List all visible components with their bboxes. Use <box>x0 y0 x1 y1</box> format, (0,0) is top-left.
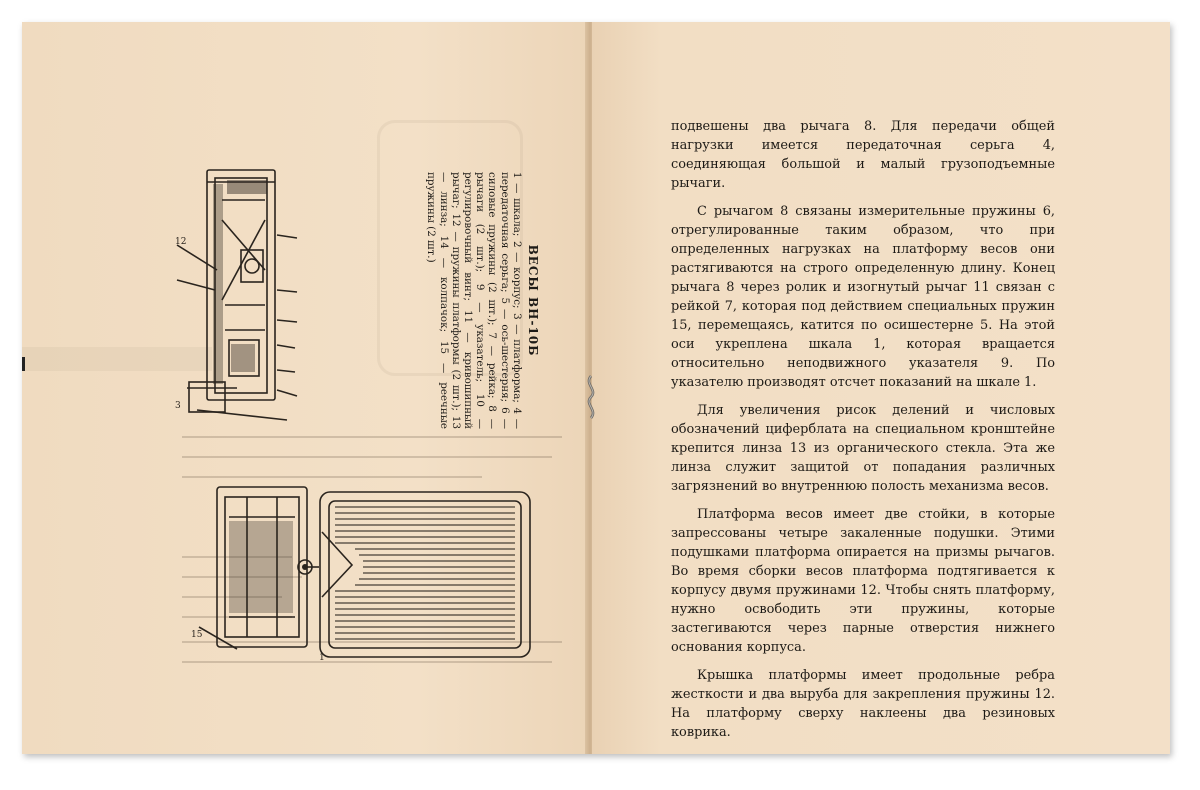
caption-title: ВЕСЫ ВН-10Б <box>526 244 540 357</box>
paragraph: С рычагом 8 связаны измерительные пружины 6, отрегулированные таким образом, что при определенных нагрузках на платформу весов они растягиваются на строго определенную длину. Конец рычага 8 через ролик и изогнутый рычаг 11 связан с рейкой 7, которая под действием специальных пружин 15, перемещаясь, катится по осишестерне 5. На этой оси укреплена шкала 1, которая вращается относительно неподвижного указателя 9. По указателю производят отсчет показаний на шкале 1. <box>671 204 1055 390</box>
right-page <box>592 22 1170 754</box>
left-page <box>22 22 588 754</box>
figure-label-1: 1 <box>319 653 325 663</box>
scale-platform-drawing <box>177 477 547 667</box>
scale-section-drawing <box>167 160 332 430</box>
body-text <box>671 117 1055 751</box>
paragraph: Крышка платформы имеет продольные ребра жесткости и два выруба для закрепления пружины 12. На платформу сверху наклеены два резиновых коврика. <box>671 668 1055 740</box>
page-edge-mark <box>22 357 25 371</box>
caption-legend: 1 — шкала; 2 — корпус; 3 — платформа; 4 — передаточная серьга; 5 — ось-шестерня; 6 — силовые пружины (2 шт.); 7 — рейка; 8 — рычаги (2 шт.); 9 — указатель; 10 — регулировочный винт; 11 — кривошипный рычаг; 12 — пружины платформы (2 шт.); 13 — линза; 14 — колпачок; 15 — реечные пружины (2 шт.) <box>425 172 523 429</box>
figure-label-15: 15 <box>191 630 203 640</box>
figure-label-3: 3 <box>175 401 181 411</box>
staple <box>580 374 602 420</box>
open-booklet <box>22 22 1170 754</box>
paragraph: Для увеличения рисок делений и числовых обозначений циферблата на специальном кронштейне крепится линза 13 из органического стекла. Эта же линза служит защитой от попадания различных загрязнений во внутреннюю полость механизма весов. <box>671 403 1055 494</box>
figure-label-12: 12 <box>175 237 187 247</box>
figure-caption <box>414 172 539 429</box>
paragraph: подвешены два рычага 8. Для передачи общей нагрузки имеется передаточная серьга 4, соединяющая большой и малый грузоподъемные рычаги. <box>671 119 1055 191</box>
paragraph: Платформа весов имеет две стойки, в которые запрессованы четыре закаленные подушки. Этими подушками платформа опирается на призмы рычагов. Во время сборки весов платформа подтягивается к корпусу двумя пружинами 12. Чтобы снять платформу, нужно освободить эти пружины, которые застегиваются через парные отверстия нижнего основания корпуса. <box>671 507 1055 655</box>
